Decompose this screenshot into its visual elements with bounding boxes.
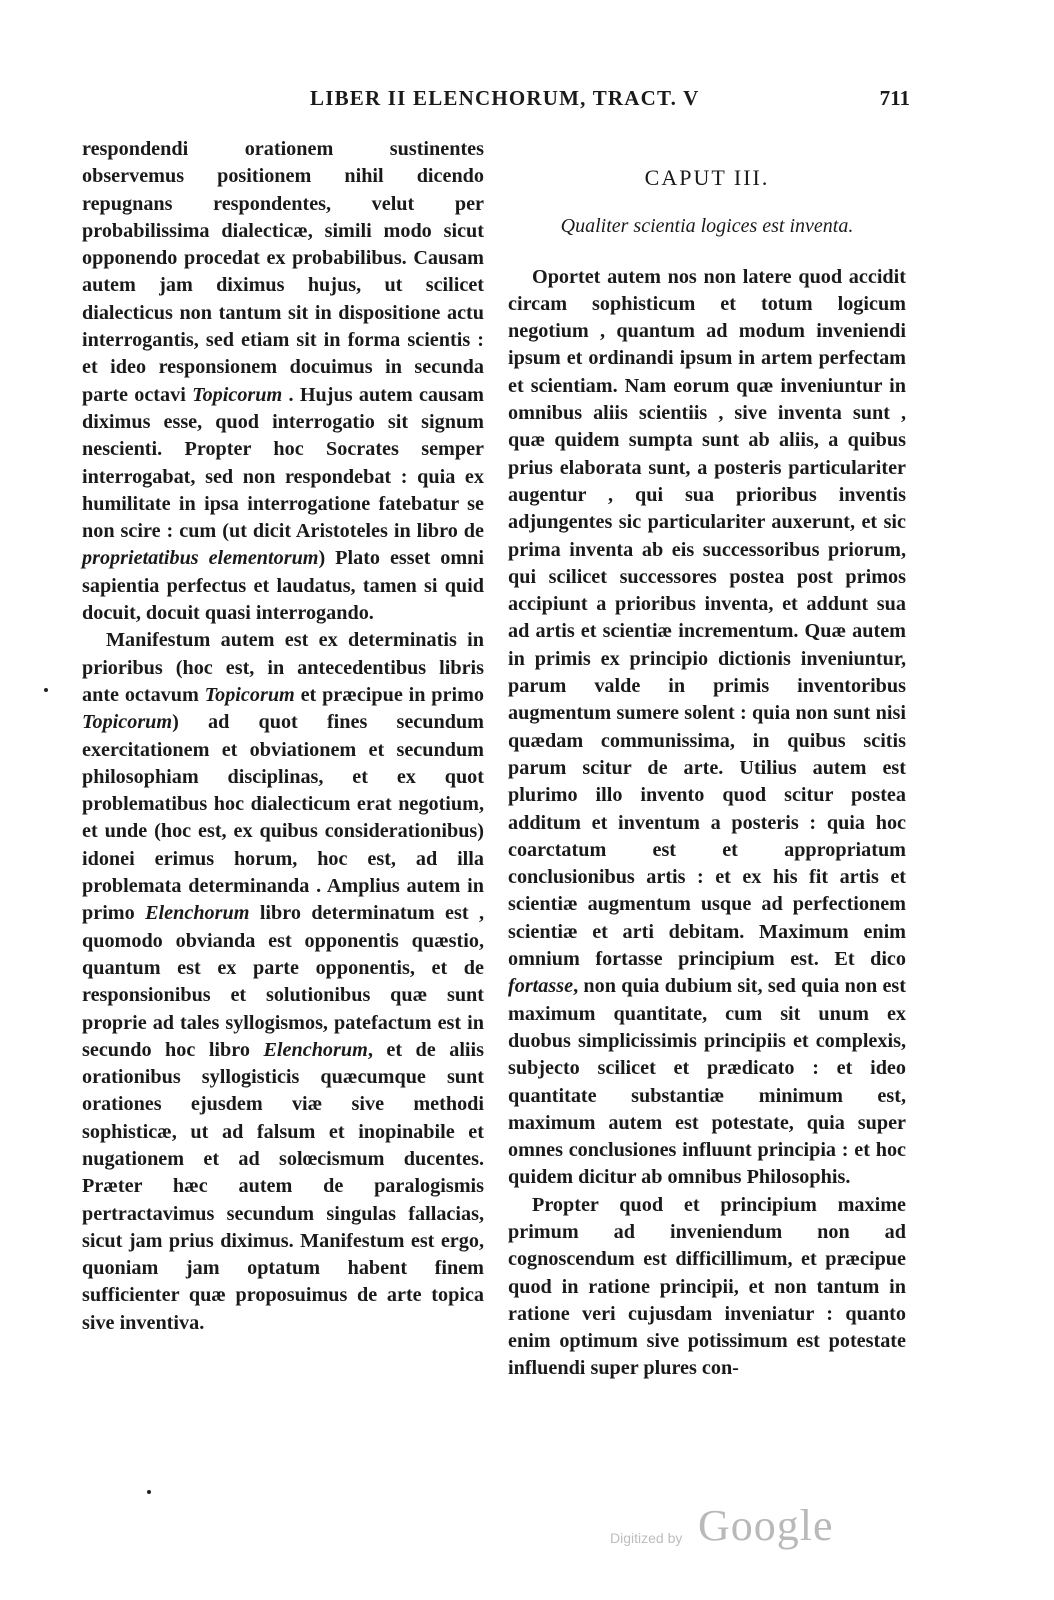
left-paragraph-1 [82, 136, 484, 627]
print-speck [44, 688, 48, 692]
watermark-small-text: Digitized by [610, 1530, 683, 1546]
italic-title: Elenchorum [145, 902, 250, 925]
text-run: libro determinatum est , quomodo obvianda est opponentis quæstio, quantum est ex parte opponentis, et de responsionibus et solutionibus quæ sunt proprie ad tales syllogismos, patefactum est in secundo hoc libro [82, 902, 484, 1061]
right-paragraph-1 [508, 264, 906, 1192]
digitized-watermark [610, 1500, 870, 1560]
text-run: . Hujus autem causam diximus esse, quod interrogatio sit signum nescienti. Propter hoc Socrates semper interrogabat, sed non respondebat : quia ex humilitate in ipsa interrogatione fatebatur se non scire : cum (ut dicit Aristoteles in libro de [82, 383, 484, 543]
italic-title: Elenchorum [263, 1038, 368, 1061]
page-header [80, 86, 910, 122]
italic-title: Topicorum [192, 383, 283, 406]
italic-title: Topicorum [82, 711, 173, 734]
text-run: Oportet autem nos non latere quod accidit circam sophisticum et totum logicum negotium , quantum ad modum inveniendi ipsum et ordinandi ipsum in artem perfectam et scientiam. Nam eorum quæ inveniuntur in omnibus aliis scientiis , sive inventa sunt , quæ quidem sumpta sunt ab aliis, a quibus prius elaborata sunt, a posteris particulariter augentur , qui sua prioribus inventis adjungentes sic particulariter auxerunt, et sic prima inventa ab eis successoribus priorum, qui scilicet successores postea post primos accipiunt a prioribus inventa, et addunt sua ad artis et scientiæ incrementum. Quæ autem in primis ex principio dictionis inveniuntur, parum valde in primis inventoribus augmentum sumere solent : quia non sunt nisi quædam communissima, in quibus scitis parum scitur de arte. Utilius autem est plurimo illo invento quod scitur postea additum et inventum a posteris : quia hoc coarctatum est et appropriatum conclusionibus artis : et ex his fit artis et scientiæ augmentum usque ad perfectionem scientiæ et arti debitam. Maximum enim omnium fortasse principium est. Et dico [508, 265, 906, 971]
text-run: , non quia dubium sit, sed quia non est maximum quantitate, cum sit unum ex duobus simplicissimis principiis et complexis, subjecto scilicet et prædicato : et ideo quantitate substantiæ minimum est, maximum autem est potestate, quia super omnes conclusiones influunt principia : et hoc quidem dicitur ab omnibus Philosophis. [508, 975, 906, 1189]
right-paragraph-2: Propter quod et principium maxime primum ad inveniendum non ad cognoscendum est difficillimum, et præcipue quod in ratione principii, et non tantum in ratione veri cujusdam inveniatur : quanto enim optimum sive potissimum est potestate influendi super plures con- [508, 1193, 906, 1380]
text-run: respondendi orationem sustinentes observemus positionem nihil dicendo repugnans respondentes, velut per probabilissima dialecticæ, simili modo sicut opponendo procedat ex probabilibus. Causam autem jam diximus hujus, ut scilicet dialecticus non tantum sit in dispositione actu interrogantis, sed etiam sit in forma scientis : et ideo responsionem docuimus in secunda parte octavi [82, 138, 484, 406]
text-run: et præcipue in primo [294, 683, 484, 706]
page-number: 711 [879, 86, 910, 110]
chapter-subtitle: Qualiter scientia logices est inventa. [560, 215, 854, 238]
italic-word: fortasse [508, 975, 574, 998]
chapter-heading: CAPUT III. [644, 165, 770, 190]
text-run: ) ad quot fines secundum exercitationem et obviationem et secundum philosophiam disciplinas, et ex quot problematibus hoc dialecticum erat negotium, et unde (hoc est, ex quibus considerationibus) idonei erimus horum, hoc est, ad illa problemata determinanda . Amplius autem in primo [82, 711, 484, 925]
italic-title: proprietatibus elementorum [82, 547, 319, 570]
google-logo: Google [698, 1501, 834, 1550]
right-column [508, 164, 906, 1383]
text-run: Manifestum autem est ex determinatis in prioribus (hoc est, in antecedentibus libris ante octavum [82, 629, 484, 706]
left-paragraph-2 [82, 627, 484, 1337]
left-column [82, 136, 484, 1337]
text-run: ) Plato esset omni sapientia perfectus et laudatus, tamen si quid docuit, docuit quasi interrogando. [82, 547, 484, 625]
text-run: , et de aliis orationibus syllogisticis quæcumque sunt orationes ejusdem viæ sive methodi sophisticæ, ut ad falsum et inopinabile et nugationem et ad solœcismum ducentes. Præter hæc autem de paralogismis pertractavimus secundum singulas fallacias, sicut jam prius diximus. Manifestum est ergo, quoniam jam optatum habent finem sufficienter quæ proposuimus de arte topica sive inventiva. [82, 1038, 484, 1334]
italic-title: Topicorum [204, 683, 295, 706]
print-speck [147, 1490, 151, 1494]
running-title: LIBER II ELENCHORUM, TRACT. V [310, 86, 700, 110]
